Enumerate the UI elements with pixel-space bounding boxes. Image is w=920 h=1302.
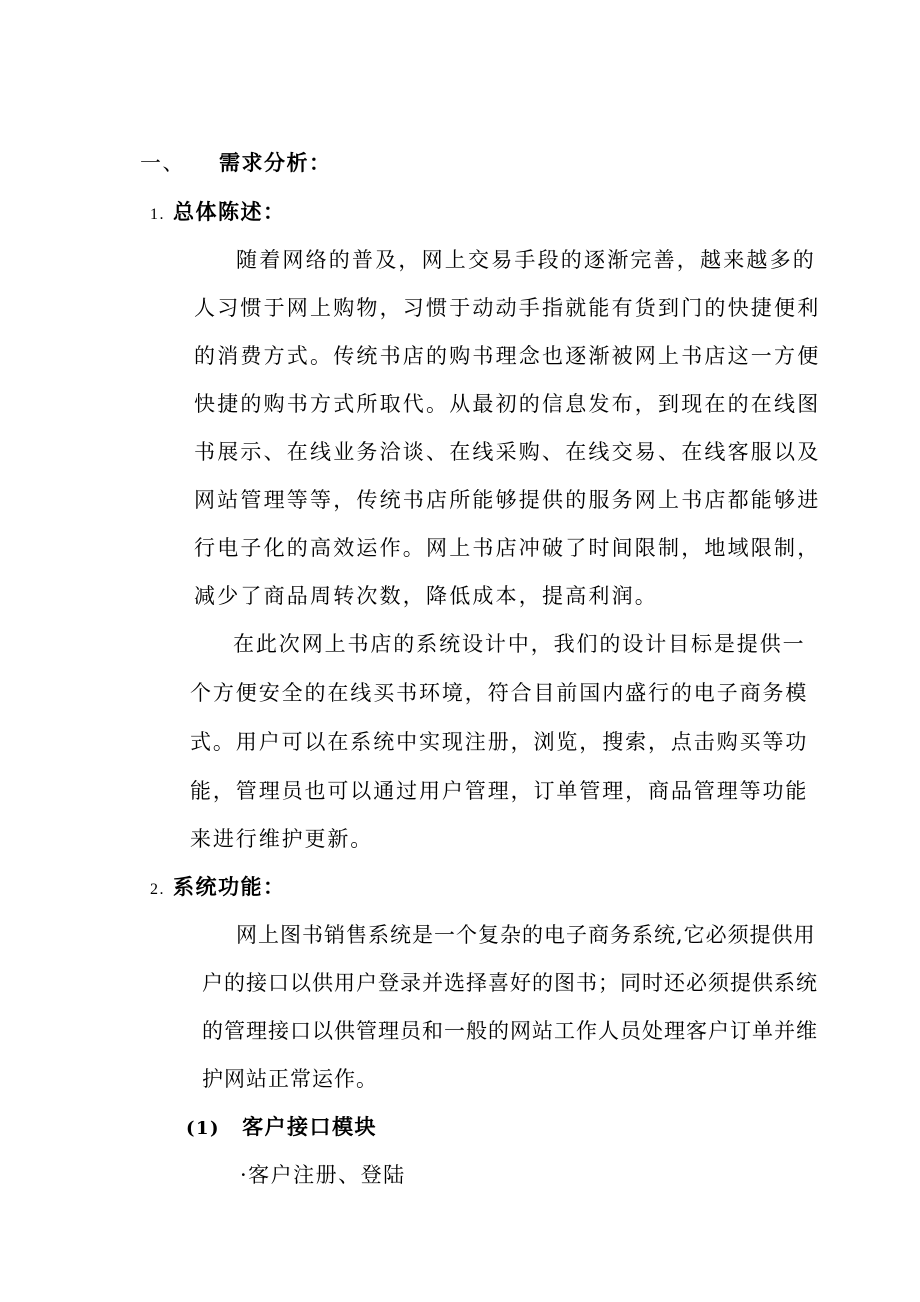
subsection-number: 1. (150, 206, 165, 223)
paragraph-line: 快捷的购书方式所取代。从最初的信息发布，到现在的在线图 (194, 392, 821, 416)
section-marker: 一、 (140, 151, 185, 175)
module-heading (186, 1114, 377, 1142)
section-title: 需求分析： (219, 150, 332, 175)
paragraph-line: 人习惯于网上购物，习惯于动动手指就能有货到门的快捷便利 (194, 296, 821, 320)
paragraph-line: 书展示、在线业务洽谈、在线采购、在线交易、在线客服以及 (194, 440, 821, 464)
paragraph-line: 减少了商品周转次数，降低成本，提高利润。 (194, 584, 658, 608)
module-number: (1) (186, 1118, 221, 1139)
list-item: ·客户注册、登陆 (240, 1163, 406, 1187)
paragraph-line: 护网站正常运作。 (202, 1067, 378, 1091)
paragraph-line: 的管理接口以供管理员和一般的网站工作人员处理客户订单并维 (202, 1019, 818, 1043)
module-title: 客户接口模块 (242, 1114, 378, 1139)
paragraph-line: 行电子化的高效运作。网上书店冲破了时间限制，地域限制， (194, 536, 821, 560)
subsection-heading-functions (150, 874, 286, 903)
paragraph-line: 来进行维护更新。 (190, 827, 374, 851)
section-heading (140, 150, 332, 176)
subsection-number: 2. (150, 881, 165, 898)
paragraph-line: 网上图书销售系统是一个复杂的电子商务系统,它必须提供用 (236, 923, 816, 947)
paragraph-line: 在此次网上书店的系统设计中，我们的设计目标是提供一 (233, 632, 806, 656)
subsection-heading-overview (150, 199, 286, 228)
paragraph-line: 网站管理等等，传统书店所能够提供的服务网上书店都能够进 (194, 488, 821, 512)
paragraph-line: 能，管理员也可以通过用户管理，订单管理，商品管理等功能 (190, 779, 809, 803)
paragraph-line: 的消费方式。传统书店的购书理念也逐渐被网上书店这一方便 (194, 344, 821, 368)
paragraph-line: 个方便安全的在线买书环境，符合目前国内盛行的电子商务模 (190, 681, 809, 705)
paragraph-line: 式。用户可以在系统中实现注册，浏览，搜索，点击购买等功 (190, 730, 809, 754)
subsection-title: 总体陈述： (173, 199, 286, 224)
paragraph-line: 户的接口以供用户登录并选择喜好的图书；同时还必须提供系统 (202, 971, 818, 995)
subsection-title: 系统功能： (173, 874, 286, 899)
paragraph-line: 随着网络的普及，网上交易手段的逐渐完善，越来越多的 (236, 248, 816, 272)
